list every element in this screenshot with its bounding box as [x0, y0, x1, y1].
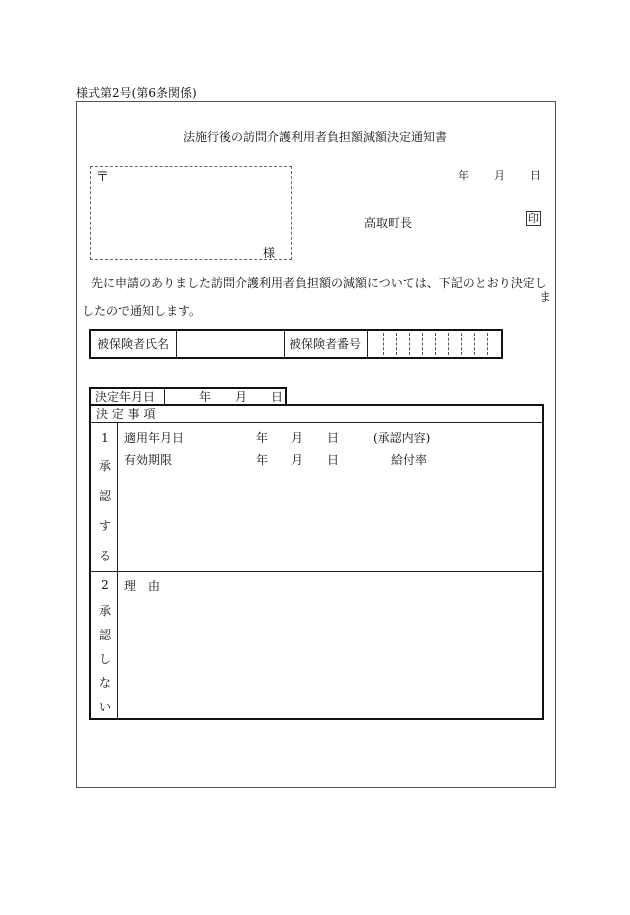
- date-day: 日: [530, 169, 541, 182]
- reject-char-6: い: [98, 700, 111, 714]
- reject-char-3: 認: [98, 628, 111, 642]
- honorific: 様: [263, 246, 276, 260]
- reject-char-1: 2: [101, 578, 109, 592]
- reject-char-2: 承: [98, 604, 111, 618]
- approve-char-1: 1: [101, 431, 109, 445]
- apply-year: 年: [256, 431, 269, 445]
- approve-char-2: 承: [98, 459, 111, 473]
- apply-date-label: 適用年月日: [124, 431, 185, 445]
- approve-char-4: す: [98, 519, 111, 533]
- body-line-1: 先に申請のありました訪問介護利用者負担額の減額については、下記のとおり決定し: [91, 276, 547, 290]
- approval-content-label: (承認内容): [373, 431, 431, 445]
- valid-day: 日: [327, 453, 340, 467]
- valid-year: 年: [256, 453, 269, 467]
- date-year: 年: [458, 169, 469, 182]
- postal-mark: 〒: [96, 170, 110, 185]
- decision-date-tab: [89, 387, 287, 405]
- approve-char-3: 認: [98, 489, 111, 503]
- apply-month: 月: [291, 431, 304, 445]
- decision-date-year: 年: [199, 390, 212, 404]
- approve-char-5: る: [98, 549, 111, 563]
- body-line-2: したので通知します。: [82, 304, 202, 318]
- date-month: 月: [494, 169, 505, 182]
- body-line-1-tail: ま: [539, 290, 552, 304]
- decision-date-day: 日: [271, 390, 284, 404]
- benefit-rate-label: 給付率: [391, 453, 428, 467]
- decision-date-month: 月: [235, 390, 248, 404]
- page-title: 法施行後の訪問介護利用者負担額減額決定通知書: [182, 130, 447, 144]
- insured-name-label: 被保険者氏名: [97, 337, 170, 351]
- insured-number-label: 被保険者番号: [289, 337, 362, 351]
- form-id: 様式第2号(第6条関係): [76, 86, 197, 100]
- seal-mark: 印: [528, 212, 539, 225]
- insured-table: [89, 329, 503, 359]
- issuer-name: 高取町長: [364, 216, 413, 230]
- valid-period-label: 有効期限: [124, 453, 173, 467]
- reject-char-4: し: [98, 652, 111, 666]
- decision-box: [89, 404, 544, 720]
- apply-day: 日: [327, 431, 340, 445]
- address-box: [90, 166, 292, 260]
- valid-month: 月: [291, 453, 304, 467]
- decision-items-label: 決 定 事 項: [96, 407, 156, 421]
- reject-char-5: な: [98, 676, 111, 690]
- reason-label: 理 由: [124, 579, 161, 593]
- decision-date-label: 決定年月日: [95, 390, 156, 404]
